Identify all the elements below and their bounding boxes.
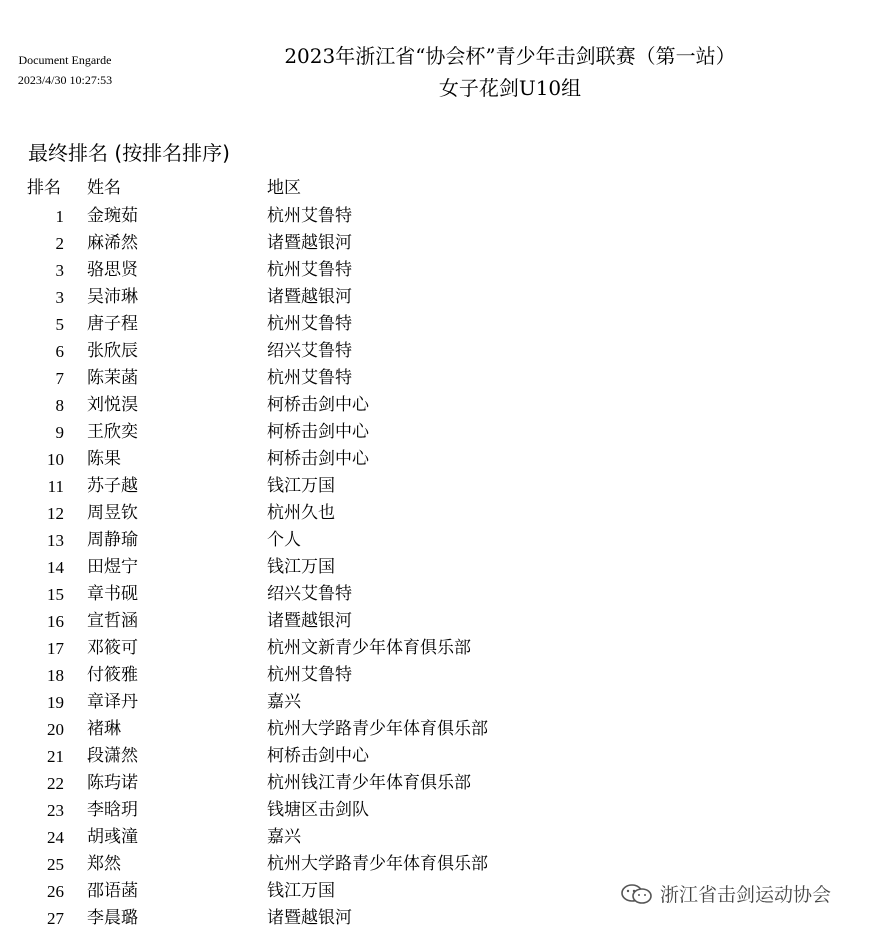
table-row <box>0 446 888 473</box>
table-row <box>0 608 888 635</box>
table-row <box>0 824 888 851</box>
section-title: 最终排名 (按排名排序) <box>28 141 230 165</box>
region-cell: 杭州久也 <box>267 503 335 523</box>
rank-cell: 11 <box>47 477 64 496</box>
table-row <box>0 851 888 878</box>
region-cell: 柯桥击剑中心 <box>267 449 369 469</box>
watermark-text: 浙江省击剑运动协会 <box>660 884 832 906</box>
rank-cell: 17 <box>47 639 64 658</box>
region-cell: 钱江万国 <box>267 476 335 496</box>
name-cell: 骆思贤 <box>87 260 138 280</box>
rank-cell: 22 <box>47 774 64 793</box>
name-cell: 章译丹 <box>87 692 138 712</box>
region-cell: 杭州艾鲁特 <box>267 206 352 226</box>
rank-cell: 3 <box>55 288 64 307</box>
rank-cell: 15 <box>47 585 64 604</box>
rank-cell: 19 <box>47 693 64 712</box>
table-row <box>0 392 888 419</box>
region-cell: 钱江万国 <box>267 557 335 577</box>
region-cell: 柯桥击剑中心 <box>267 746 369 766</box>
table-row <box>0 581 888 608</box>
name-cell: 陈茉菡 <box>87 368 138 388</box>
rank-cell: 3 <box>55 261 64 280</box>
rank-cell: 24 <box>47 828 64 847</box>
rank-cell: 27 <box>47 909 64 928</box>
rank-cell: 18 <box>47 666 64 685</box>
region-cell: 诸暨越银河 <box>267 611 352 631</box>
rank-cell: 2 <box>55 234 64 253</box>
document-meta <box>0 50 130 90</box>
name-cell: 苏子越 <box>87 476 138 496</box>
name-cell: 宣哲涵 <box>87 611 138 631</box>
name-cell: 邵语菡 <box>87 881 138 901</box>
region-cell: 杭州大学路青少年体育俱乐部 <box>267 719 488 739</box>
region-cell: 柯桥击剑中心 <box>267 395 369 415</box>
region-cell: 绍兴艾鲁特 <box>267 341 352 361</box>
table-row <box>0 257 888 284</box>
table-row <box>0 770 888 797</box>
table-row <box>0 500 888 527</box>
name-cell: 付筱雅 <box>87 665 138 685</box>
rank-cell: 16 <box>47 612 64 631</box>
column-header-rank: 排名 <box>27 178 61 198</box>
name-cell: 郑然 <box>87 854 121 874</box>
column-header-name: 姓名 <box>87 178 121 198</box>
region-cell: 诸暨越银河 <box>267 233 352 253</box>
table-row <box>0 311 888 338</box>
name-cell: 唐子程 <box>87 314 138 334</box>
region-cell: 杭州艾鲁特 <box>267 260 352 280</box>
name-cell: 段潇然 <box>87 746 138 766</box>
name-cell: 张欣辰 <box>87 341 138 361</box>
region-cell: 诸暨越银河 <box>267 908 352 928</box>
name-cell: 田煜宁 <box>87 557 138 577</box>
name-cell: 麻浠然 <box>87 233 138 253</box>
table-row <box>0 284 888 311</box>
name-cell: 周静瑜 <box>87 530 138 550</box>
rank-cell: 26 <box>47 882 64 901</box>
wechat-icon <box>620 883 654 905</box>
timestamp: 2023/4/30 10:27:53 <box>17 73 113 87</box>
region-cell: 个人 <box>267 530 301 550</box>
region-cell: 嘉兴 <box>267 692 301 712</box>
region-cell: 杭州文新青少年体育俱乐部 <box>267 638 471 658</box>
table-row <box>0 743 888 770</box>
region-cell: 杭州钱江青少年体育俱乐部 <box>267 773 471 793</box>
region-cell: 柯桥击剑中心 <box>267 422 369 442</box>
table-row <box>0 554 888 581</box>
page-subtitle: 女子花剑U10组 <box>438 76 582 100</box>
table-row <box>0 203 888 230</box>
name-cell: 褚琳 <box>87 719 121 739</box>
name-cell: 刘悦淏 <box>87 395 138 415</box>
rank-cell: 25 <box>47 855 64 874</box>
rank-cell: 5 <box>55 315 64 334</box>
name-cell: 陈玙诺 <box>87 773 138 793</box>
region-cell: 嘉兴 <box>267 827 301 847</box>
rank-cell: 13 <box>47 531 64 550</box>
rank-cell: 6 <box>55 342 64 361</box>
column-header-region: 地区 <box>267 178 301 198</box>
table-row <box>0 473 888 500</box>
table-row <box>0 797 888 824</box>
region-cell: 钱江万国 <box>267 881 335 901</box>
rank-cell: 9 <box>55 423 64 442</box>
rank-cell: 14 <box>47 558 64 577</box>
table-row <box>0 716 888 743</box>
table-row <box>0 527 888 554</box>
table-row <box>0 635 888 662</box>
rank-cell: 8 <box>55 396 64 415</box>
table-row <box>0 365 888 392</box>
table-row <box>0 338 888 365</box>
name-cell: 陈果 <box>87 449 121 469</box>
rank-cell: 10 <box>47 450 64 469</box>
watermark <box>620 880 831 907</box>
rank-cell: 7 <box>55 369 64 388</box>
region-cell: 杭州艾鲁特 <box>267 314 352 334</box>
name-cell: 王欣奕 <box>87 422 138 442</box>
name-cell: 胡彧潼 <box>87 827 138 847</box>
table-row <box>0 905 888 932</box>
name-cell: 李晗玥 <box>87 800 138 820</box>
region-cell: 诸暨越银河 <box>267 287 352 307</box>
page-title: 2023年浙江省“协会杯”青少年击剑联赛（第一站） <box>284 44 736 68</box>
software-name: Document Engarde <box>18 53 112 67</box>
region-cell: 绍兴艾鲁特 <box>267 584 352 604</box>
rank-cell: 1 <box>55 207 64 226</box>
name-cell: 吴沛琳 <box>87 287 138 307</box>
region-cell: 杭州艾鲁特 <box>267 368 352 388</box>
region-cell: 杭州大学路青少年体育俱乐部 <box>267 854 488 874</box>
rank-cell: 23 <box>47 801 64 820</box>
name-cell: 章书砚 <box>87 584 138 604</box>
table-row <box>0 662 888 689</box>
name-cell: 周昱钦 <box>87 503 138 523</box>
rank-cell: 12 <box>47 504 64 523</box>
name-cell: 金琬茹 <box>87 206 138 226</box>
table-row <box>0 419 888 446</box>
table-row <box>0 230 888 257</box>
region-cell: 钱塘区击剑队 <box>267 800 369 820</box>
name-cell: 邓筱可 <box>87 638 138 658</box>
ranking-table <box>0 203 888 932</box>
name-cell: 李晨璐 <box>87 908 138 928</box>
table-row <box>0 689 888 716</box>
region-cell: 杭州艾鲁特 <box>267 665 352 685</box>
rank-cell: 20 <box>47 720 64 739</box>
rank-cell: 21 <box>47 747 64 766</box>
